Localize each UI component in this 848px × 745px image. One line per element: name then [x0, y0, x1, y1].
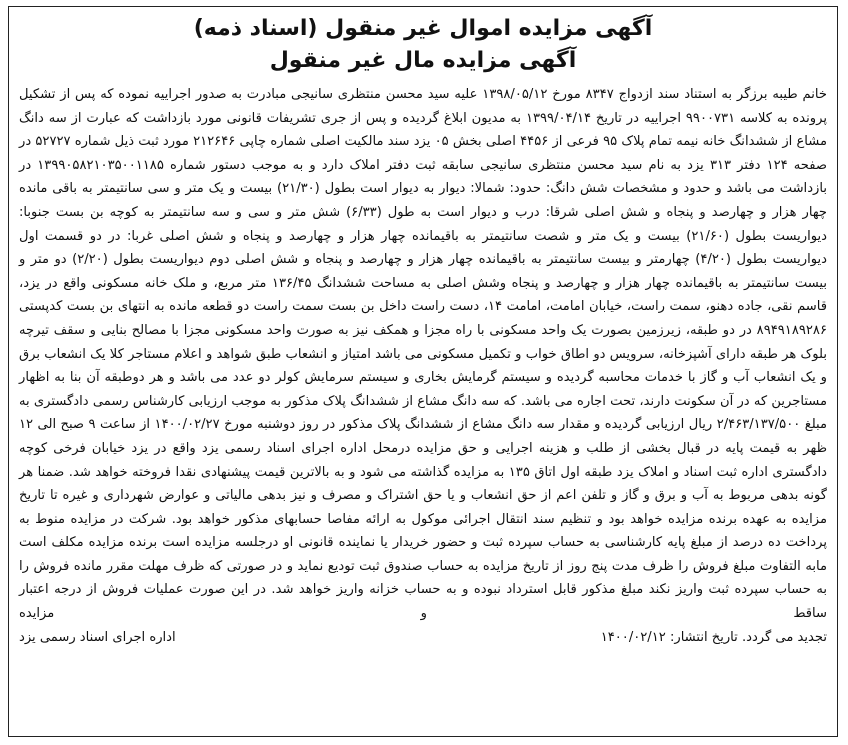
auction-notice [8, 6, 838, 737]
notice-title: آگهی مزایده اموال غیر منقول (اسناد ذمه) [193, 16, 653, 41]
issuer-name: اداره اجرای اسناد رسمی یزد [19, 629, 176, 645]
notice-footer [19, 626, 827, 650]
notice-subtitle: آگهی مزایده مال غیر منقول [269, 48, 577, 73]
notice-body: خانم طیبه برزگر به استناد سند ازدواج ۸۳۴۷ مورخ ۱۳۹۸/۰۵/۱۲ علیه سید محسن منتظری سانیجی مبادرت به صدور اجراییه نموده که پس از تشکیل پرونده به کلاسه ۹۹۰۰۷۳۱ اجراییه در تاریخ ۱۳۹۹/۰۴/۱۴ به مدیون ابلاغ گردیده و پس از جری تشریفات قانونی مورد بازداشت که عبارت از سه دانگ مشاع از ششدانگ خانه نیمه تمام پلاک ۹۵ فرعی از ۴۴۵۶ اصلی بخش ۰۵ یزد سند مالکیت اصلی شماره چاپی ۲۱۲۶۴۶ مورد ثبت ذیل شماره ۵۲۷۲۷ در صفحه ۱۲۴ دفتر ۳۱۳ یزد به نام سید محسن منتظری سانیجی سابقه ثبت دفتر املاک دارد و به موجب دستور شماره ۱۳۹۹۰۵۸۲۱۰۳۵۰۰۱۱۸۵ در بازداشت می باشد و حدود و مشخصات شش دانگ: حدود: شمالا: دیوار به دیوار است بطول (۲۱/۳۰) بیست و یک متر و سی سانتیمتر به باقی مانده چهار هزار و چهارصد و پنجاه و شش اصلی شرقا: درب و دیوار است به طول (۶/۳۳) شش متر و سی و سه سانتیمتر به کوچه بن بست جنوبا: دیواریست بطول (۲۱/۶۰) بیست و یک متر و شصت سانتیمتر به باقیمانده چهار هزار و چهارصد و پنجاه و شش اصلی غربا: در دو قسمت اول دیواریست بطول (۴/۲۰) چهارمتر و بیست سانتیمتر به باقیمانده چهار هزار و چهارصد و پنجاه و شش اصلی دوم دیواریست بطول (۲/۲۰) دو متر و بیست سانتیمتر به باقیمانده چهار هزار و چهارصد و پنجاه وشش اصلی به مساحت ششدانگ ۱۳۶/۴۵ متر مربع، و ملک خانه مسکونی واقع در یزد، قاسم نقی، جاده دهنو، سمت راست، خیابان امامت، امامت ۱۴، دست راست داخل بن بست سمت راست دو قطعه مانده به انتهای بن بست کدپستی ۸۹۴۹۱۸۹۲۸۶ در دو طبقه، زیرزمین بصورت یک واحد مسکونی با راه مجزا و همکف نیز به صورت واحد مسکونی مجزا با مصالح بنایی و سقف تیرچه بلوک هر طبقه دارای آشپزخانه، سرویس دو اطاق خواب و تکمیل مسکونی می باشد امتیاز و انشعاب طبق شواهد و اعلام مستاجر کلا یک انشعاب برق و یک انشعاب آب و گاز با خدمات محاسبه گردیده و سیستم گرمایش بخاری و سیستم سرمایش کولر دو عدد می باشد و هر دوطبقه آن بنا به اظهار مستاجرین که در آن سکونت دارند، تحت اجاره می باشد. که سه دانگ مشاع از ششدانگ پلاک مذکور به موجب ارزیابی کارشناس رسمی دادگستری به مبلغ ۲/۴۶۳/۱۳۷/۵۰۰ ریال ارزیابی گردیده و مقدار سه دانگ مشاع از ششدانگ پلاک مذکور در روز دوشنبه مورخ ۱۴۰۰/۰۲/۲۷ از ساعت ۹ صبح الی ۱۲ ظهر به قیمت پایه در قبال بخشی از طلب و هزینه اجرایی و حق مزایده درمحل اداره اجرای اسناد رسمی یزد واقع در یزد خیابان فرخی کوچه دادگستری اداره ثبت اسناد و املاک یزد طبقه اول اتاق ۱۳۵ به مزایده گذاشته می شود و به بالاترین قیمت پیشنهادی نقدا فروخته خواهد شد. ضمنا هر گونه بدهی مربوط به آب و برق و گاز و تلفن اعم از حق انشعاب و یا حق اشتراک و مصرف و نیز بدهی مالیاتی و عوارض شهرداری و غیره تا تاریخ مزایده به عهده برنده مزایده خواهد بود و تنظیم سند انتقال اجرائی موکول به ارائه مفاصا حسابهای مذکور خواهد بود. شرکت در مزایده منوط به پرداخت ده درصد از مبلغ پایه کارشناسی به حساب سپرده ثبت و حضور خریدار یا نماینده قانونی او درجلسه مزایده است برنده مزایده مکلف است مابه التفاوت مبلغ فروش را ظرف مدت پنج روز از تاریخ مزایده به حساب صندوق ثبت تودیع نماید و در صورتی که ظرف مهلت مقرر مانده فروش را به حساب سپرده ثبت واریز نکند مبلغ مذکور قابل استرداد نبوده و به حساب خزانه واریز خواهد شد. در این صورت عملیات فروش از درجه اعتبار ساقط و مزایده [19, 87, 828, 622]
publication-date-line: تجدید می گردد. تاریخ انتشار: ۱۴۰۰/۰۲/۱۲ [600, 629, 827, 645]
